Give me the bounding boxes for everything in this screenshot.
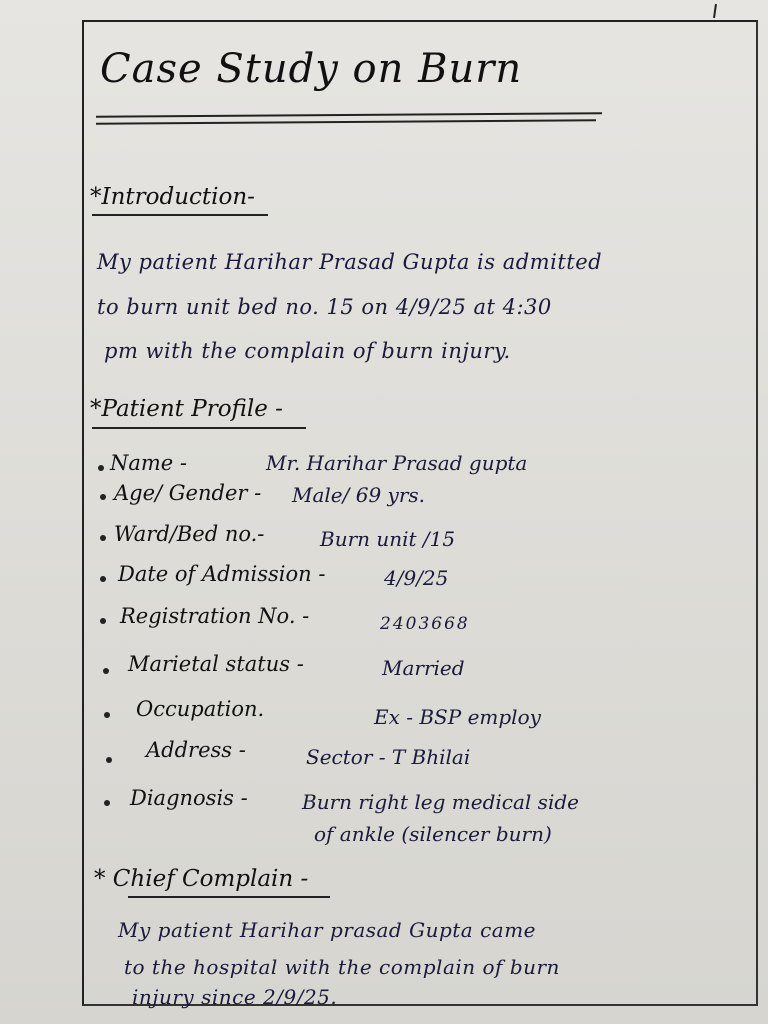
profile-value-continued: of ankle (silencer burn) [314,822,552,846]
profile-value: Burn unit /15 [320,527,456,551]
profile-value: Sector - T Bhilai [306,745,471,769]
profile-label: Age/ Gender - [114,481,262,505]
bullet-icon [98,465,104,471]
introduction-line: My patient Harihar Prasad Gupta is admitted [97,250,603,274]
profile-value: Male/ 69 yrs. [292,483,426,507]
heading-underline [92,214,268,216]
bullet-icon [104,712,110,718]
bullet-icon [100,618,106,624]
bullet-icon [104,800,110,806]
bullet-icon [100,535,106,541]
profile-label: Registration No. - [120,604,310,628]
chief-complain-line: to the hospital with the complain of burn [124,955,560,979]
introduction-line: pm with the complain of burn injury. [104,339,511,363]
profile-label: Diagnosis - [130,786,248,810]
introduction-heading: *Introduction- [90,184,255,210]
bullet-icon [103,668,109,674]
profile-label: Name - [110,451,188,475]
chief-complain-heading: * Chief Complain - [94,866,309,892]
heading-underline [128,896,330,898]
profile-value: Burn right leg medical side [302,790,579,814]
profile-label: Date of Admission - [118,562,326,586]
page-border [82,20,758,1006]
bullet-icon [100,494,106,500]
chief-complain-line: injury since 2/9/25. [132,985,338,1009]
chief-complain-line: My patient Harihar prasad Gupta came [118,918,536,942]
patient-profile-heading: *Patient Profile - [90,396,283,422]
introduction-line: to burn unit bed no. 15 on 4/9/25 at 4:30 [97,295,552,319]
profile-label: Address - [146,738,246,762]
profile-value: 4/9/25 [384,566,449,590]
profile-value: Married [382,656,465,680]
profile-label: Ward/Bed no.- [114,522,265,546]
bullet-icon [106,757,112,763]
heading-underline [92,427,306,429]
bullet-icon [100,576,106,582]
profile-label: Occupation. [136,697,265,721]
page-title: Case Study on Burn [100,46,523,92]
profile-label: Marietal status - [128,652,304,676]
profile-value: Mr. Harihar Prasad gupta [266,451,528,475]
profile-value: Ex - BSP employ [374,705,541,729]
profile-value: 2403668 [380,614,470,634]
